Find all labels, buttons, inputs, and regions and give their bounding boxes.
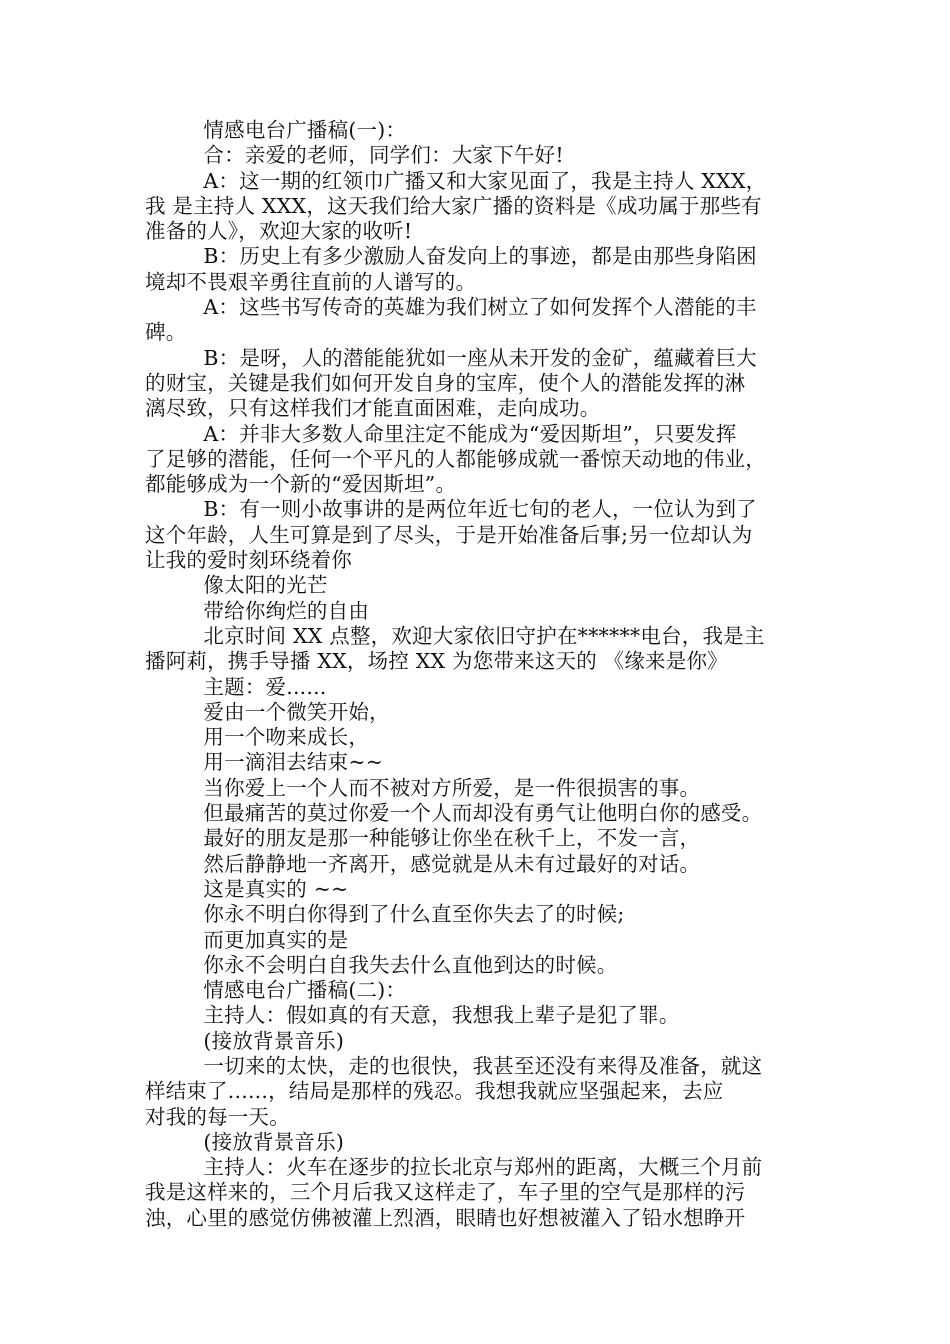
text-line: 北京时间 XX 点整，欢迎大家依旧守护在******电台，我是主	[203, 623, 765, 648]
text-line: 这个年龄，人生可算是到了尽头，于是开始准备后事;另一位却认为	[145, 522, 753, 547]
text-line: 的财宝，关键是我们如何开发自身的宝库，使个人的潜能发挥的淋	[145, 370, 746, 395]
text-line: 然后静静地一齐离开，感觉就是从未有过最好的对话。	[203, 851, 701, 876]
text-line: 最好的朋友是那一种能够让你坐在秋千上，不发一言，	[203, 826, 701, 851]
text-line: B：是呀，人的潜能能犹如一座从未开发的金矿，蕴藏着巨大	[203, 345, 757, 370]
text-line: 境却不畏艰辛勇往直前的人谱写的。	[145, 269, 477, 294]
text-line: 一切来的太快，走的也很快，我甚至还没有来得及准备，就这	[203, 1053, 763, 1078]
text-line: (接放背景音乐)	[203, 1129, 345, 1154]
text-line: 你永不会明白自我失去什么直他到达的时候。	[203, 952, 618, 977]
text-line: 这是真实的 ~~	[203, 876, 349, 901]
text-line: 都能够成为一个新的“爱因斯坦”。	[145, 472, 457, 497]
text-line: 碑。	[145, 320, 187, 345]
text-line: 用一滴泪去结束~~	[203, 750, 384, 775]
text-line: 样结束了......，结局是那样的残忍。我想我就应坚强起来，去应	[145, 1079, 724, 1104]
text-line: 主持人：假如真的有天意，我想我上辈子是犯了罪。	[203, 1003, 680, 1028]
text-line: B：有一则小故事讲的是两位年近七旬的老人，一位认为到了	[203, 497, 757, 522]
text-line: 播阿莉，携手导播 XX，场控 XX 为您带来这天的 《缘来是你》	[145, 649, 728, 674]
text-line: 你永不明白你得到了什么直至你失去了的时候;	[203, 902, 625, 927]
text-line: 我 是主持人 XXX，这天我们给大家广播的资料是《成功属于那些有	[145, 193, 762, 218]
text-line: 像太阳的光芒	[203, 573, 328, 598]
text-line: A：这一期的红领巾广播又和大家见面了，我是主持人 XXX，	[203, 168, 767, 193]
text-line: 主题：爱......	[203, 674, 327, 699]
text-line: 而更加真实的是	[203, 927, 349, 952]
text-line: 带给你绚烂的自由	[203, 598, 370, 623]
document-body	[145, 118, 810, 1231]
text-line: 爱由一个微笑开始，	[203, 699, 390, 724]
text-line: 准备的人》，欢迎大家的收听!	[145, 219, 413, 244]
text-line: 情感电台广播稿(二)：	[203, 978, 407, 1003]
text-line: 浊，心里的感觉仿佛被灌上烈酒，眼睛也好想被灌入了铅水想睁开	[145, 1205, 746, 1230]
text-line: (接放背景音乐)	[203, 1028, 345, 1053]
text-line: 当你爱上一个人而不被对方所爱，是一件很损害的事。	[203, 775, 701, 800]
text-line: 对我的每一天。	[145, 1104, 290, 1129]
text-line: A：并非大多数人命里注定不能成为“爱因斯坦”，只要发挥	[203, 421, 737, 446]
text-line: 但最痛苦的莫过你爱一个人而却没有勇气让他明白你的感受。	[203, 801, 763, 826]
text-line: 了足够的潜能，任何一个平凡的人都能够成就一番惊天动地的伟业，	[145, 446, 766, 471]
text-line: 让我的爱时刻环绕着你	[145, 548, 352, 573]
text-line: 用一个吻来成长，	[203, 725, 370, 750]
text-line: 我是这样来的，三个月后我又这样走了，车子里的空气是那样的污	[145, 1180, 746, 1205]
text-line: 主持人：火车在逐步的拉长北京与郑州的距离，大概三个月前	[203, 1155, 763, 1180]
text-line: 漓尽致，只有这样我们才能直面困难，走向成功。	[145, 396, 601, 421]
text-line: B：历史上有多少激励人奋发向上的事迹，都是由那些身陷困	[203, 244, 757, 269]
text-line: 情感电台广播稿(一)：	[203, 118, 407, 142]
text-line: 合：亲爱的老师，同学们：大家下午好!	[203, 143, 564, 168]
text-line: A：这些书写传奇的英雄为我们树立了如何发挥个人潜能的丰	[203, 295, 757, 320]
